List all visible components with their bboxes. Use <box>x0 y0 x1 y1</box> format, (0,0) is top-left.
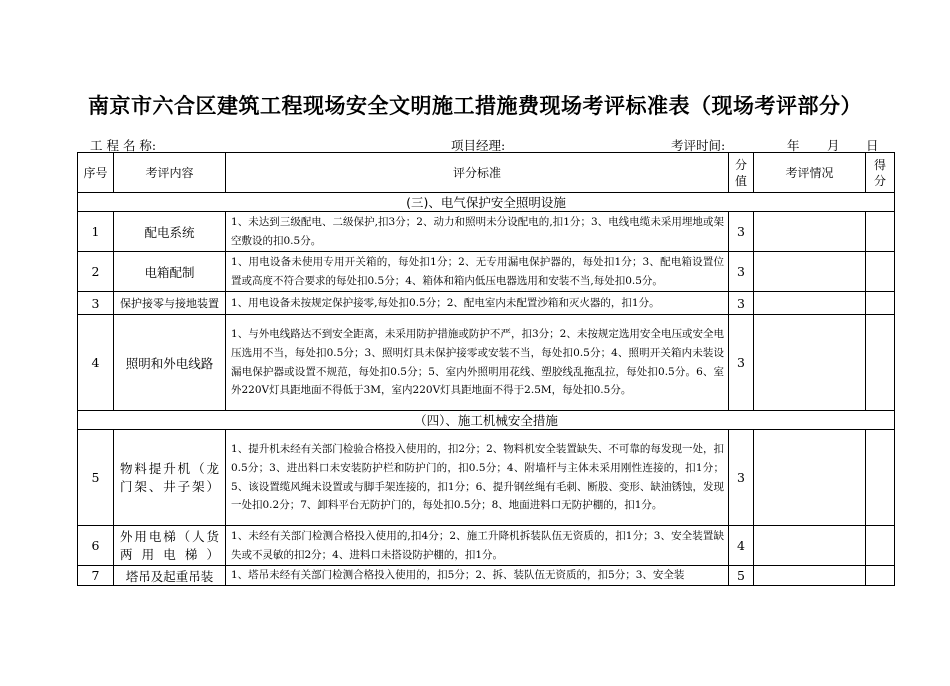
row-no: 6 <box>78 526 114 566</box>
row-item: 保护接零与接地装置 <box>114 292 226 315</box>
row-criteria: 1、未经有关部门检测合格投入使用的,扣4分；2、施工升降机拆装队伍无资质的，扣1分；3、安全装置缺失或不灵敏的扣2分；4、进料口未搭设防护棚的，扣1分。 <box>226 526 729 566</box>
header-score-top: 得 <box>873 157 886 172</box>
header-row <box>78 153 895 193</box>
header-points <box>729 153 754 193</box>
header-score <box>866 153 895 193</box>
project-name-label: 工 程 名 称: <box>90 138 157 153</box>
table-row <box>78 526 895 566</box>
row-score-cell[interactable] <box>866 430 895 526</box>
header-no: 序号 <box>78 153 114 193</box>
table-row <box>78 252 895 292</box>
section-row <box>78 193 895 212</box>
header-points-bottom: 值 <box>734 173 747 188</box>
row-score-cell[interactable] <box>866 526 895 566</box>
row-item: 配电系统 <box>114 212 226 252</box>
row-situation-cell[interactable] <box>754 252 866 292</box>
row-points: 5 <box>729 566 754 586</box>
row-score-cell[interactable] <box>866 212 895 252</box>
header-criteria: 评分标准 <box>226 153 729 193</box>
row-criteria: 1、提升机未经有关部门检验合格投入使用的，扣2分；2、物料机安全装置缺失、不可靠的每发现一处，扣0.5分；3、进出料口未安装防护栏和防护门的，扣0.5分；4、附墙杆与主体未采用刚性连接的，扣1分；5、该设置缆风绳未设置或与脚手架连接的，扣1分；6、提升钢丝绳有毛刺、断股、变形、缺油锈蚀，发现一处扣0.2分；7、卸料平台无防护门的，每处扣0.5分；8、地面进料口无防护棚的，扣1分。 <box>226 430 729 526</box>
section-row <box>78 411 895 430</box>
section-title: (三)、电气保护安全照明设施 <box>78 193 895 212</box>
row-situation-cell[interactable] <box>754 430 866 526</box>
row-points: 3 <box>729 430 754 526</box>
page-title: 南京市六合区建筑工程现场安全文明施工措施费现场考评标准表（现场考评部分） <box>88 93 862 118</box>
row-criteria: 1、用电设备未使用专用开关箱的，每处扣1分；2、无专用漏电保护器的，每处扣1分；3、配电箱设置位置或高度不符合要求的每处扣0.5分；4、箱体和箱内低压电器选用和安装不当,每处扣0.5分。 <box>226 252 729 292</box>
month-label: 月 <box>827 138 840 153</box>
row-item: 塔吊及起重吊装 <box>114 566 226 586</box>
row-criteria: 1、塔吊未经有关部门检测合格投入使用的，扣5分；2、拆、装队伍无资质的，扣5分；3、安全装 <box>226 566 729 586</box>
table-row <box>78 566 895 586</box>
row-score-cell[interactable] <box>866 252 895 292</box>
row-points: 3 <box>729 315 754 411</box>
table-row <box>78 315 895 411</box>
row-situation-cell[interactable] <box>754 526 866 566</box>
evaluation-table <box>77 152 895 586</box>
row-no: 3 <box>78 292 114 315</box>
header-situation: 考评情况 <box>754 153 866 193</box>
row-score-cell[interactable] <box>866 566 895 586</box>
row-criteria: 1、与外电线路达不到安全距离，未采用防护措施或防护不严，扣3分；2、未按规定选用安全电压或安全电压选用不当，每处扣0.5分；3、照明灯具未保护接零或安装不当，每处扣0.5分；4、照明开关箱内未装设漏电保护器或设置不规范，每处扣0.5分；5、室内外照明用花线、塑胶线乱拖乱拉，每处扣0.5分。6、室外220V灯具距地面不得低于3M，室内220V灯具距地面不得于2.5M，每处扣0.5分。 <box>226 315 729 411</box>
header-points-top: 分 <box>734 157 747 172</box>
year-label: 年 <box>787 138 800 153</box>
row-score-cell[interactable] <box>866 315 895 411</box>
day-label: 日 <box>866 138 879 153</box>
row-situation-cell[interactable] <box>754 566 866 586</box>
row-item: 物料提升机（龙门架、井子架） <box>114 430 226 526</box>
row-item: 外用电梯（人货两用电梯） <box>114 526 226 566</box>
row-no: 5 <box>78 430 114 526</box>
row-points: 3 <box>729 212 754 252</box>
row-points: 4 <box>729 526 754 566</box>
table-row <box>78 430 895 526</box>
row-score-cell[interactable] <box>866 292 895 315</box>
table-row <box>78 212 895 252</box>
row-points: 3 <box>729 292 754 315</box>
header-content: 考评内容 <box>114 153 226 193</box>
row-situation-cell[interactable] <box>754 315 866 411</box>
row-item: 照明和外电线路 <box>114 315 226 411</box>
row-no: 4 <box>78 315 114 411</box>
row-criteria: 1、未达到三级配电、二级保护,扣3分；2、动力和照明未分设配电的,扣1分；3、电线电缆未采用埋地或架空敷设的扣0.5分。 <box>226 212 729 252</box>
row-situation-cell[interactable] <box>754 212 866 252</box>
project-manager-label: 项目经理: <box>451 138 506 153</box>
table-row <box>78 292 895 315</box>
row-points: 3 <box>729 252 754 292</box>
section-title: （四）、施工机械安全措施 <box>78 411 895 430</box>
row-item: 电箱配制 <box>114 252 226 292</box>
header-score-bottom: 分 <box>873 173 886 188</box>
row-no: 1 <box>78 212 114 252</box>
evaluation-date-label: 考评时间: <box>671 138 726 153</box>
row-no: 7 <box>78 566 114 586</box>
row-situation-cell[interactable] <box>754 292 866 315</box>
row-criteria: 1、用电设备未按规定保护接零,每处扣0.5分；2、配电室内未配置沙箱和灭火器的，扣1分。 <box>226 292 729 315</box>
row-no: 2 <box>78 252 114 292</box>
